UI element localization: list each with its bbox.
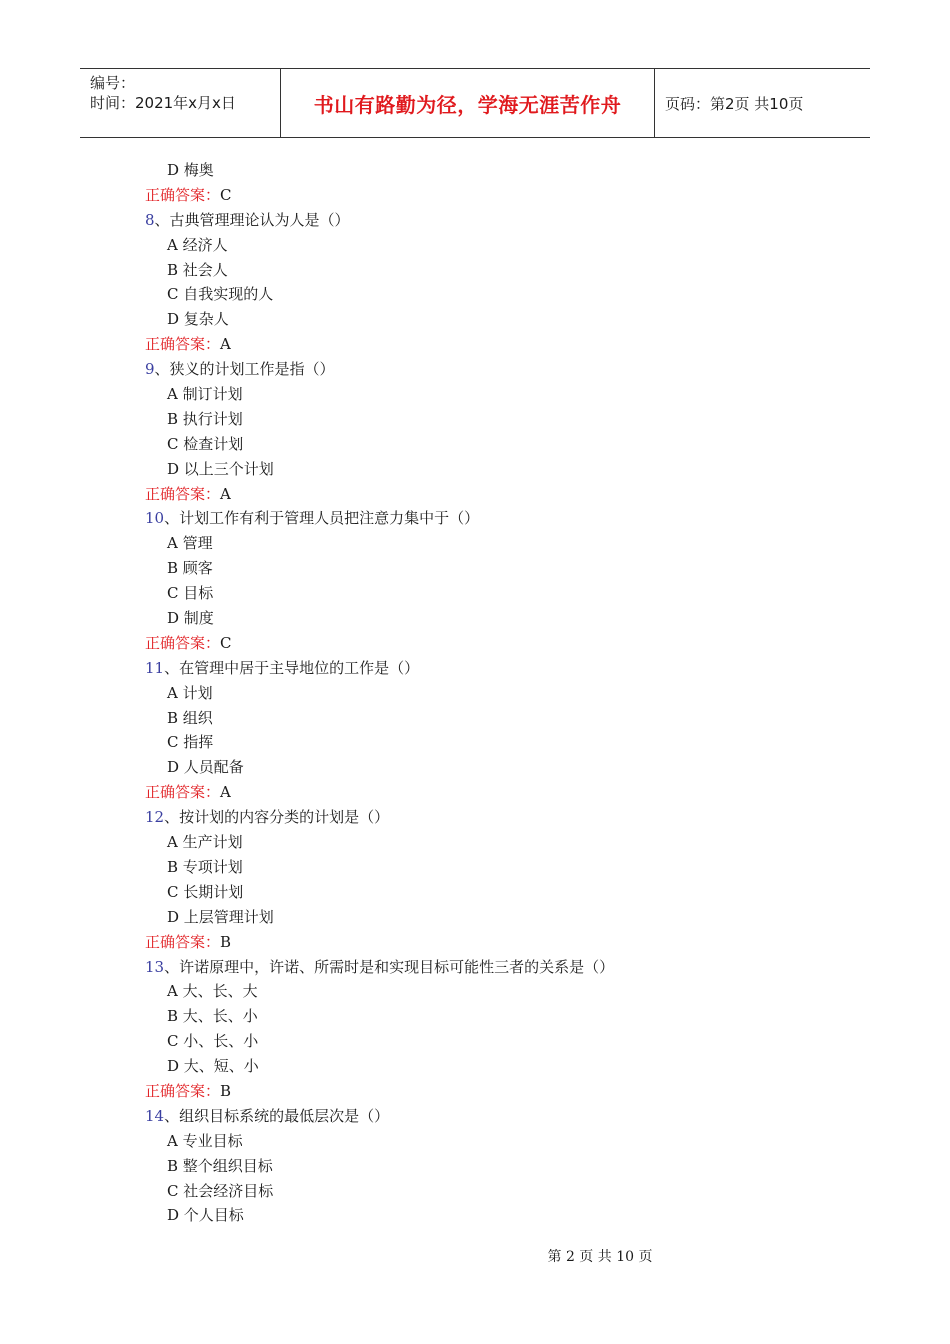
option-line: C 目标: [167, 584, 214, 603]
option-line: B 整个组织目标: [167, 1156, 273, 1175]
option-line: D 上层管理计划: [167, 907, 274, 926]
option-line: D 个人目标: [167, 1206, 244, 1225]
answer-label: 正确答案：: [145, 633, 221, 652]
option-line: C 长期计划: [167, 882, 244, 901]
question-number: 8: [145, 210, 155, 229]
option-line: A 制订计划: [167, 385, 243, 404]
question-text: 、许诺原理中，许诺、所需时是和实现目标可能性三者的关系是（）: [164, 957, 615, 976]
answer-label: 正确答案：: [145, 484, 221, 503]
answer-value: C: [220, 633, 232, 652]
question-text: 、狭义的计划工作是指（）: [154, 360, 335, 379]
correct-answer-line: [145, 332, 614, 357]
option-line: D 大、短、小: [167, 1057, 259, 1076]
option-line: B 执行计划: [167, 409, 243, 428]
option-line: B 社会人: [167, 260, 228, 279]
page-header: [80, 68, 870, 138]
document-time-label: 时间：2021年x月x日: [90, 94, 236, 112]
question-line: [145, 656, 614, 681]
question-number: 10: [145, 509, 165, 528]
question-number: 11: [145, 658, 165, 677]
question-line: [145, 357, 614, 382]
answer-value: B: [220, 1081, 232, 1100]
correct-answer-line: [145, 631, 614, 656]
option-line: C 指挥: [167, 733, 214, 752]
question-line: [145, 805, 614, 830]
option-line: A 专业目标: [167, 1131, 243, 1150]
question-line: [145, 506, 614, 531]
answer-label: 正确答案：: [145, 932, 221, 951]
option-line: D 梅奥: [167, 161, 214, 179]
question-number: 14: [145, 1106, 165, 1125]
page-footer: [0, 1246, 950, 1266]
question-text: 、古典管理理论认为人是（）: [154, 210, 350, 229]
question-text: 、按计划的内容分类的计划是（）: [164, 808, 390, 827]
question-text: 、组织目标系统的最低层次是（）: [164, 1106, 390, 1125]
option-line: A 大、长、大: [167, 982, 258, 1001]
option-line: A 生产计划: [167, 833, 243, 852]
option-line: D 制度: [167, 609, 214, 628]
option-line: C 社会经济目标: [167, 1181, 274, 1200]
correct-answer-line: [145, 1079, 614, 1104]
header-info-cell: [80, 69, 281, 137]
option-line: B 专项计划: [167, 857, 243, 876]
option-line: B 大、长、小: [167, 1007, 258, 1026]
question-text: 、在管理中居于主导地位的工作是（）: [164, 658, 420, 677]
answer-label: 正确答案：: [145, 185, 221, 204]
question-line: [145, 1104, 614, 1129]
option-line: B 组织: [167, 708, 213, 727]
answer-value: B: [220, 932, 232, 951]
option-line: C 小、长、小: [167, 1032, 259, 1051]
footer-page-number: 第 2 页 共 10 页: [547, 1249, 653, 1265]
option-line: A 经济人: [167, 235, 228, 254]
option-line: D 人员配备: [167, 758, 244, 777]
header-motto: 书山有路勤为径，学海无涯苦作舟: [281, 69, 655, 137]
option-line: D 以上三个计划: [167, 459, 274, 478]
option-line: A 计划: [167, 683, 213, 702]
option-line: C 检查计划: [167, 434, 244, 453]
answer-value: A: [220, 484, 231, 503]
option-line: A 管理: [167, 534, 213, 553]
correct-answer-line: [145, 482, 614, 507]
quiz-content: [145, 158, 614, 1228]
header-page-number: 页码：第2页 共10页: [665, 94, 804, 113]
question-number: 9: [145, 360, 155, 379]
answer-label: 正确答案：: [145, 783, 221, 802]
document-number-label: 编号：: [90, 74, 136, 92]
option-line: D 复杂人: [167, 310, 229, 329]
answer-value: C: [220, 185, 232, 204]
answer-value: A: [220, 335, 231, 354]
option-line: C 自我实现的人: [167, 285, 274, 304]
correct-answer-line: [145, 780, 614, 805]
question-number: 13: [145, 957, 165, 976]
answer-value: A: [220, 783, 231, 802]
answer-label: 正确答案：: [145, 1081, 221, 1100]
option-line: B 顾客: [167, 559, 213, 578]
question-text: 、计划工作有利于管理人员把注意力集中于（）: [164, 509, 480, 528]
question-line: [145, 955, 614, 980]
answer-label: 正确答案：: [145, 335, 221, 354]
question-line: [145, 208, 614, 233]
correct-answer-line: [145, 183, 614, 208]
correct-answer-line: [145, 930, 614, 955]
question-number: 12: [145, 808, 165, 827]
